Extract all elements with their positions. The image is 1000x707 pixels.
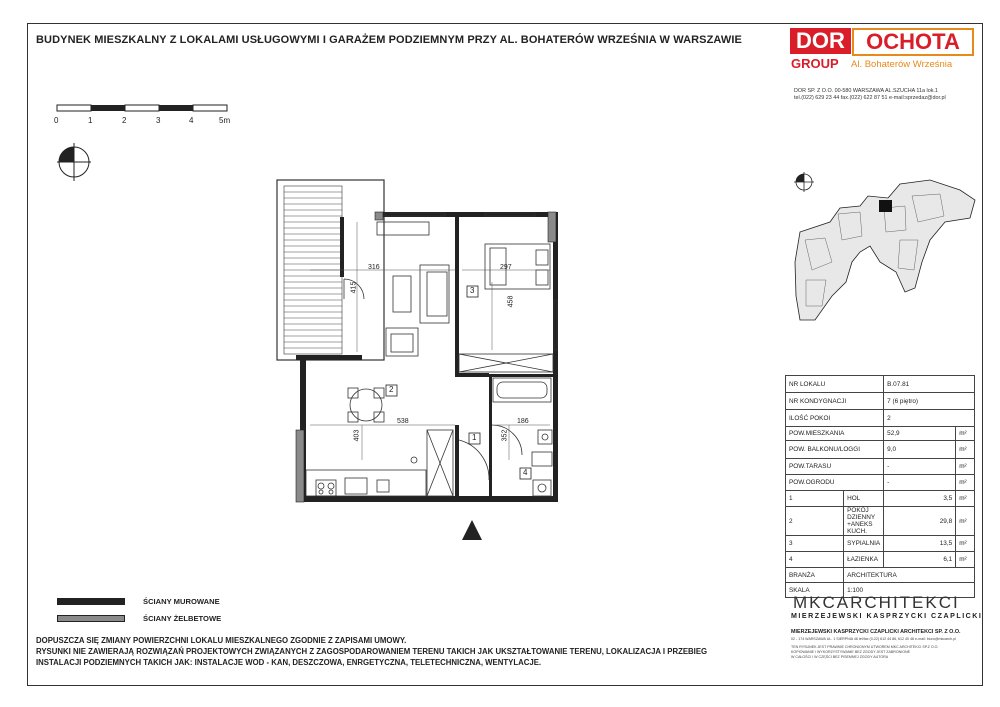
table-row [786, 410, 975, 427]
legend-masonry-label: ŚCIANY MUROWANE [143, 597, 220, 606]
label-pow-balkonu: POW. BALKONU/LOGGI [786, 441, 884, 459]
legend-concrete-label: ŚCIANY ŻELBETOWE [143, 614, 222, 623]
room-number-3: 3 [470, 286, 475, 295]
entrance-arrow-icon [462, 520, 482, 540]
room-area: 13,5 [884, 536, 956, 552]
value-pow-balkonu: 9,0 [884, 441, 956, 459]
label-pow-mieszkania: POW.MIESZKANIA [786, 427, 884, 441]
unit-cell: m² [956, 491, 975, 507]
value-pow-mieszkania: 52,9 [884, 427, 956, 441]
site-plan [794, 172, 975, 320]
room-no: 1 [786, 491, 844, 507]
dim-352: 352 [501, 429, 509, 442]
logo-street: Al. Bohaterów Września [851, 59, 953, 70]
note-line-3: INSTALACJI PODZIEMNYCH TAKICH JAK: INSTALACJE WOD - KAN, DESZCZOWA, ENRGETYCZNA, TELETECHNICZNA, WENTYLACJE. [36, 658, 542, 667]
compass-icon [57, 143, 91, 181]
room-name: POKÓJ DZIENNY +ANEKS KUCH. [844, 507, 884, 536]
dim-538: 538 [397, 418, 409, 425]
legend-concrete-swatch [57, 615, 125, 622]
label-pow-ogrodu: POW.OGRODU [786, 475, 884, 491]
architect-fine-3: W CAŁOŚCI I W CZĘŚCI BEZ PISEMNEJ ZGODY AUTORA [791, 655, 889, 659]
room-name: HOL [844, 491, 884, 507]
table-row [786, 459, 975, 475]
room-area: 3,5 [884, 491, 956, 507]
value-pokoi: 2 [884, 410, 975, 427]
table-row [786, 393, 975, 410]
table-row [786, 376, 975, 393]
kitchen-furniture [306, 430, 453, 496]
apartment-info-table [785, 375, 975, 598]
scale-bar [57, 105, 227, 111]
logo-dor: DOR [790, 28, 851, 54]
table-row [786, 427, 975, 441]
dim-403: 403 [353, 429, 361, 442]
architect-fine-1: TEN RYSUNEK JEST PRAWNIE CHRONIONYM UTWOREM MKC ARCHITEKCI SP.Z O.O. [791, 645, 939, 649]
table-row [786, 552, 975, 568]
note-line-1: DOPUSZCZA SIĘ ZMIANY POWIERZCHNI LOKALU MIESZKALNEGO ZGODNIE Z ZAPISAMI UMOWY. [36, 636, 407, 645]
scale-label-5m: 5m [219, 116, 231, 125]
label-nr-lokalu: NR LOKALU [786, 376, 884, 393]
room-number-2: 2 [389, 385, 394, 394]
logo-ochota: OCHOTA [852, 28, 974, 56]
label-pow-tarasu: POW.TARASU [786, 459, 884, 475]
room-no: 4 [786, 552, 844, 568]
value-skala: 1:100 [844, 583, 975, 598]
dim-316: 316 [368, 264, 380, 271]
unit-cell: m² [956, 441, 975, 459]
scale-label-4: 4 [189, 116, 194, 125]
unit-cell: m² [956, 427, 975, 441]
table-row [786, 536, 975, 552]
room-no: 3 [786, 536, 844, 552]
logo-group: GROUP [791, 56, 839, 71]
scale-label-0: 0 [54, 116, 59, 125]
label-pokoi: ILOŚĆ POKOI [786, 410, 884, 427]
room-name: ŁAZIENKA [844, 552, 884, 568]
legend-masonry-swatch [57, 598, 125, 605]
contact-line-1: DOR SP. Z O.O. 00-580 WARSZAWA AL.SZUCHA 11a lok.1 [794, 88, 938, 94]
architect-fine-2: KOPIOWANIE I WYKORZYSTYWANIE BEZ ZGODY JEST ZABRONIONE [791, 650, 911, 654]
room-name: SYPIALNIA [844, 536, 884, 552]
table-row [786, 491, 975, 507]
dimension-lines [310, 222, 550, 460]
interior-walls [455, 217, 553, 499]
room-area: 29,8 [884, 507, 956, 536]
unit-cell: m² [956, 536, 975, 552]
room-area: 6,1 [884, 552, 956, 568]
table-row [786, 568, 975, 583]
architect-logo-subtitle: MIERZEJEWSKI KASPRZYCKI CZAPLICKI [791, 612, 983, 620]
dim-415: 415 [350, 281, 358, 294]
table-row [786, 441, 975, 459]
room-number-4: 4 [523, 468, 528, 477]
architect-logo: MKCARCHITEKCI [793, 593, 960, 612]
value-branza: ARCHITEKTURA [844, 568, 975, 583]
value-nr-lokalu: B.07.81 [884, 376, 975, 393]
room-number-1: 1 [472, 433, 477, 442]
dim-186: 186 [517, 418, 529, 425]
label-skala: SKALA [786, 583, 844, 598]
value-kondygnacja: 7 (6 piętro) [884, 393, 975, 410]
value-pow-tarasu: - [884, 459, 956, 475]
unit-cell: m² [956, 475, 975, 491]
table-row [786, 507, 975, 536]
label-kondygnacja: NR KONDYGNACJI [786, 393, 884, 410]
architect-firm-name: MIERZEJEWSKI KASPRZYCKI CZAPLICKI ARCHITEKCI SP. Z O.O. [791, 629, 961, 635]
scale-label-2: 2 [122, 116, 127, 125]
table-row [786, 475, 975, 491]
scale-label-1: 1 [88, 116, 93, 125]
dim-458: 458 [507, 295, 515, 308]
architect-address: 02 - 174 WARSZAWA UL. 1 SIERPNIA 46 tel/fax (0-22) 612 44 86, 612 40 48 e-mail: biuro@mkcarch.pl [791, 637, 956, 641]
sheet-title: BUDYNEK MIESZKALNY Z LOKALAMI USŁUGOWYMI I GARAŻEM PODZIEMNYM PRZY AL. BOHATERÓW WRZEŚNIA W WARSZAWIE [36, 34, 742, 46]
note-line-2: RYSUNKI NIE ZAWIERAJĄ ROZWIĄZAŃ PROJEKTOWYCH ZWIĄZANYCH Z ZAGOSPODAROWANIEM TERENU TAKICH JAK UKSZTAŁTOWANIE TERENU, LOKALIZACJA I PRZEBIEG [36, 647, 708, 656]
dim-297: 297 [500, 264, 512, 271]
label-branza: BRANŻA [786, 568, 844, 583]
unit-cell: m² [956, 552, 975, 568]
value-pow-ogrodu: - [884, 475, 956, 491]
room-no: 2 [786, 507, 844, 536]
unit-cell: m² [956, 459, 975, 475]
contact-line-2: tel.(022) 629 23 44 fax.(022) 622 87 51 e-mail:sprzedaz@dor.pl [794, 95, 946, 101]
scale-label-3: 3 [156, 116, 161, 125]
unit-cell: m² [956, 507, 975, 536]
